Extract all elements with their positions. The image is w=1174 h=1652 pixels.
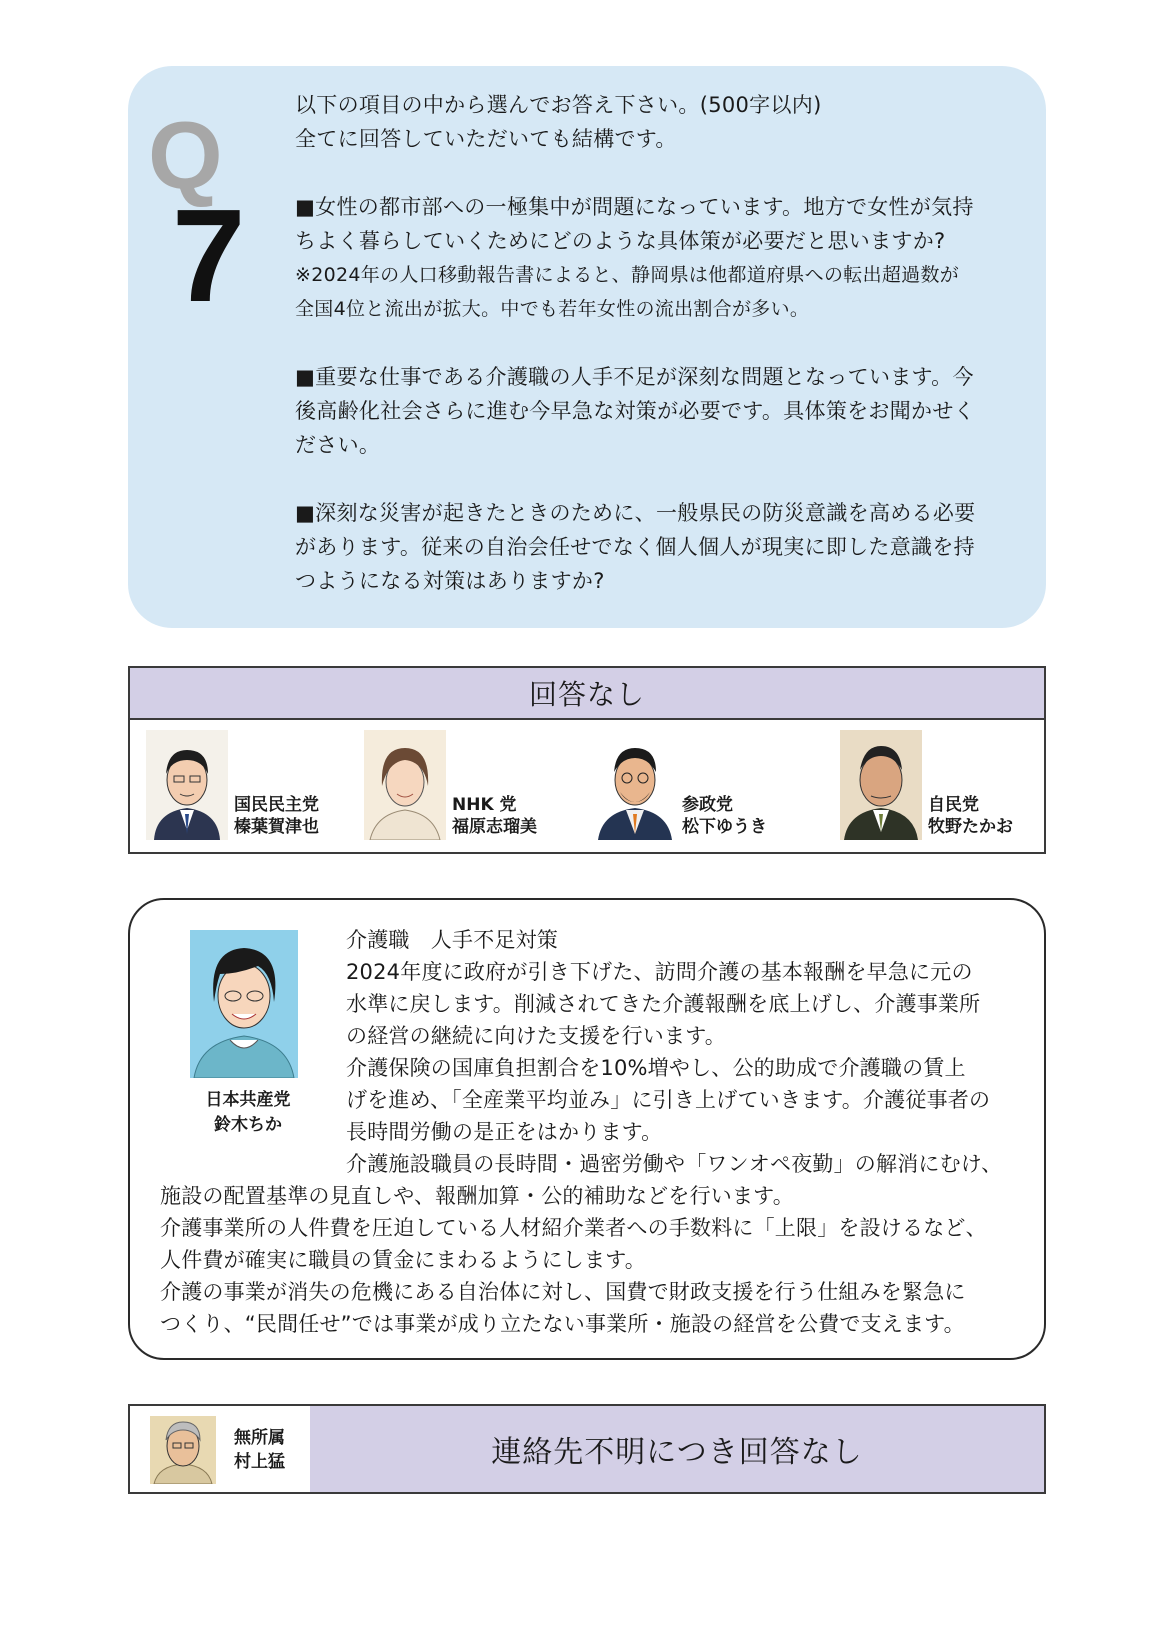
- candidate-card: [840, 730, 1013, 840]
- question-item1-line1: ■女性の都市部への一極集中が問題になっています。地方で女性が気持: [295, 195, 974, 219]
- candidate-portrait: [150, 1416, 216, 1484]
- question-item1-line2: ちよく暮らしていくためにどのような具体策が必要だと思いますか?: [295, 229, 946, 253]
- answer-line: つくり、“民間任せ”では事業が成り立たない事業所・施設の経営を公費で支えます。: [160, 1312, 965, 1336]
- candidate-name: 松下ゆうき: [682, 817, 767, 837]
- candidate-portrait: [364, 730, 446, 840]
- unknown-party: 無所属: [234, 1428, 285, 1448]
- candidate-party: NHK 党: [452, 795, 517, 815]
- candidate-card: [364, 730, 537, 840]
- answer-line: 2024年度に政府が引き下げた、訪問介護の基本報酬を早急に元の: [346, 960, 973, 984]
- no-response-panel: [128, 666, 1046, 854]
- question-item3-line3: つようになる対策はありますか?: [295, 569, 605, 593]
- answer-text-wide: [160, 1180, 1040, 1340]
- question-item1-note2: 全国4位と流出が拡大。中でも若年女性の流出割合が多い。: [295, 298, 810, 320]
- answer-line: げを進め、「全産業平均並み」に引き上げていきます。介護従事者の: [346, 1088, 991, 1112]
- candidate-card: [594, 730, 767, 840]
- candidate-portrait: [594, 730, 676, 840]
- question-item3-line1: ■深刻な災害が起きたときのために、一般県民の防災意識を高める必要: [295, 501, 976, 525]
- question-item1-note1: ※2024年の人口移動報告書によると、静岡県は他都道府県への転出超過数が: [295, 264, 960, 286]
- answer-line: 長時間労働の是正をはかります。: [346, 1120, 663, 1144]
- candidate-card: [146, 730, 319, 840]
- question-text: [295, 88, 1025, 598]
- answer-candidate-label: [190, 1088, 306, 1138]
- candidate-label: [682, 794, 767, 838]
- answer-line: 介護事業所の人件費を圧迫している人材紹介業者への手数料に「上限」を設けるなど、: [160, 1216, 987, 1240]
- candidate-name: 福原志瑠美: [452, 817, 537, 837]
- answer-portrait: [190, 930, 298, 1078]
- unknown-contact-panel: [128, 1404, 1046, 1494]
- answer-line: の経営の継続に向けた支援を行います。: [346, 1024, 726, 1048]
- question-number: 7: [172, 182, 246, 329]
- question-item3-line2: があります。従来の自治会任せでなく個人個人が現実に即した意識を持: [295, 535, 975, 559]
- candidate-party: 国民民主党: [234, 795, 319, 815]
- candidate-name: 榛葉賀津也: [234, 817, 319, 837]
- question-intro-2: 全てに回答していただいても結構です。: [295, 127, 677, 151]
- question-intro-1: 以下の項目の中から選んでお答え下さい。(500字以内): [295, 93, 822, 117]
- question-letter: Q: [148, 102, 223, 209]
- question-item2-line3: ださい。: [295, 433, 381, 457]
- candidate-label: [234, 794, 319, 838]
- candidate-label: [452, 794, 537, 838]
- answer-heading: 介護職 人手不足対策: [346, 928, 558, 952]
- answer-line: 介護保険の国庫負担割合を10%増やし、公的助成で介護職の賃上: [346, 1056, 966, 1080]
- question-item2-line2: 後高齢化社会さらに進む今早急な対策が必要です。具体策をお聞かせく: [295, 399, 975, 423]
- candidate-name: 牧野たかお: [928, 817, 1013, 837]
- answer-line: 介護施設職員の長時間・過密労働や「ワンオペ夜勤」の解消にむけ、: [346, 1152, 1003, 1176]
- unknown-message: 連絡先不明につき回答なし: [491, 1435, 863, 1470]
- answer-line: 施設の配置基準の見直しや、報酬加算・公的補助などを行います。: [160, 1184, 794, 1208]
- answer-party: 日本共産党: [205, 1090, 291, 1110]
- answer-line: 水準に戻します。削減されてきた介護報酬を底上げし、介護事業所: [346, 992, 981, 1016]
- unknown-candidate: [130, 1406, 310, 1492]
- answer-text-narrow: [346, 956, 1036, 1180]
- candidate-label: [928, 794, 1013, 838]
- no-response-header: 回答なし: [130, 668, 1044, 720]
- candidate-party: 参政党: [682, 795, 733, 815]
- candidate-party: 自民党: [928, 795, 979, 815]
- answer-line: 介護の事業が消失の危機にある自治体に対し、国費で財政支援を行う仕組みを緊急に: [160, 1280, 966, 1304]
- answer-line: 人件費が確実に職員の賃金にまわるようにします。: [160, 1248, 646, 1272]
- unknown-candidate-label: [234, 1426, 285, 1474]
- candidate-portrait: [146, 730, 228, 840]
- question-item2-line1: ■重要な仕事である介護職の人手不足が深刻な問題となっています。今: [295, 365, 974, 389]
- candidate-portrait: [840, 730, 922, 840]
- answer-name: 鈴木ちか: [214, 1115, 282, 1135]
- unknown-name: 村上猛: [234, 1452, 285, 1472]
